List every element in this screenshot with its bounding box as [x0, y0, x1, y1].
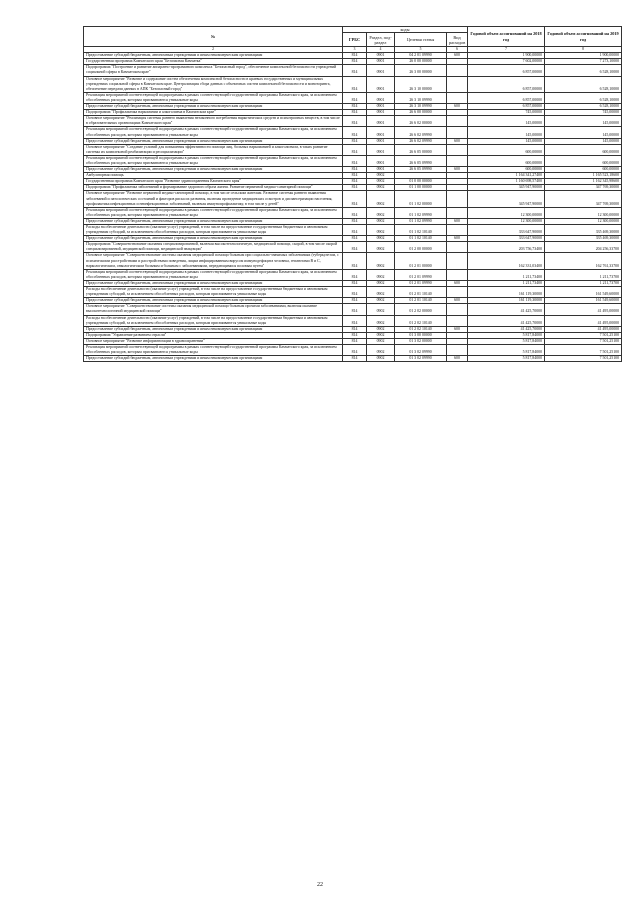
row-expense-type: [447, 315, 468, 326]
row-target: 26 3 00 00000: [395, 65, 447, 76]
row-amount-2019: 1 211,73700: [545, 280, 622, 286]
row-expense-type: [447, 207, 468, 218]
row-name: Подпрограмма "Управление развитием отрасли": [84, 332, 343, 338]
row-amount-2018: 345 947,90000: [468, 191, 545, 207]
row-section: 0902: [367, 280, 395, 286]
row-name: Основное мероприятие "Развитие и содержание систем обеспечения комплексной безопасности в краевых государственных и муниципальных учреждениях социальной сферы в Камчатском крае. Централизация сбора данных с объектовых систем комплексной безопасности и мониторинга, обеспечение передачи данных в АПК "Безопасный город": [84, 76, 343, 92]
row-amount-2019: 600,00000: [545, 144, 622, 155]
table-row: [84, 326, 622, 332]
row-name: Реализация мероприятий соответствующей подпрограммы в рамках соответствующей государственной программы Камчатского края, за исключением обособленных расходов, которым присваиваются уникальные коды: [84, 207, 343, 218]
row-target: 01 2 02 00000: [395, 304, 447, 315]
row-section: 0902: [367, 253, 395, 269]
row-grbs: 814: [343, 110, 367, 116]
row-name: Основное мероприятие "Развитие информатизации в здравоохранении": [84, 338, 343, 344]
row-expense-type: [447, 127, 468, 138]
row-expense-type: [447, 269, 468, 280]
row-amount-2019: 1 900,00000: [545, 53, 622, 59]
row-amount-2019: 41 495,00000: [545, 315, 622, 326]
row-grbs: 814: [343, 207, 367, 218]
row-section: 0901: [367, 138, 395, 144]
row-target: 01 2 02 10140: [395, 315, 447, 326]
row-amount-2019: 6 528,10000: [545, 76, 622, 92]
column-index: 3: [343, 47, 367, 53]
row-name: Предоставление субсидий бюджетным, автономным учреждениям и иным некоммерческим организациям: [84, 326, 343, 332]
row-section: 0902: [367, 298, 395, 304]
row-grbs: 814: [343, 315, 367, 326]
row-expense-type: [447, 76, 468, 92]
row-grbs: 814: [343, 144, 367, 155]
row-grbs: 814: [343, 76, 367, 92]
row-section: 0902: [367, 338, 395, 344]
row-target: 26 6 00 00000: [395, 110, 447, 116]
row-expense-type: [447, 116, 468, 127]
table-row: [84, 116, 622, 127]
row-section: 0901: [367, 104, 395, 110]
row-target: 01 3 02 00000: [395, 338, 447, 344]
table-row: [84, 356, 622, 362]
row-target: 01 2 01 10140: [395, 287, 447, 298]
row-section: 0902: [367, 218, 395, 224]
row-amount-2018: 1 211,73400: [468, 269, 545, 280]
table-row: [84, 287, 622, 298]
row-amount-2018: 6 857,00000: [468, 104, 545, 110]
row-target: 26 6 05 09990: [395, 155, 447, 166]
row-section: 0901: [367, 59, 395, 65]
row-expense-type: [447, 253, 468, 269]
row-target: 01 0 00 00000: [395, 179, 447, 185]
table-row: [84, 242, 622, 253]
row-section: 0902: [367, 179, 395, 185]
header-2018: Годовой объем ассигнований на 2018 год: [468, 27, 545, 47]
table-row: [84, 110, 622, 116]
row-expense-type: 600: [447, 326, 468, 332]
table-row: [84, 236, 622, 242]
row-section: 0902: [367, 207, 395, 218]
row-amount-2018: 745,00000: [468, 110, 545, 116]
table-row: [84, 253, 622, 269]
row-target: 01 2 02 10140: [395, 326, 447, 332]
row-amount-2018: 203 756,73400: [468, 242, 545, 253]
row-name: Реализация мероприятий соответствующей подпрограммы в рамках соответствующей государственной программы Камчатского края, за исключением обособленных расходов, которым присваиваются уникальные коды: [84, 269, 343, 280]
column-index: 8: [545, 47, 622, 53]
row-amount-2019: 145,00000: [545, 116, 622, 127]
row-grbs: 814: [343, 167, 367, 173]
row-expense-type: [447, 191, 468, 207]
row-section: 0902: [367, 332, 395, 338]
row-name: Подпрограмма "Профилактика наркомании и алкоголизма в Камчатском крае": [84, 110, 343, 116]
row-expense-type: [447, 144, 468, 155]
row-amount-2019: 7 501,25100: [545, 344, 622, 355]
row-amount-2019: 7 501,25100: [545, 338, 622, 344]
row-amount-2018: 161 119,30000: [468, 287, 545, 298]
row-expense-type: 600: [447, 167, 468, 173]
row-grbs: 814: [343, 304, 367, 315]
row-grbs: 814: [343, 173, 367, 179]
row-amount-2019: 347 769,30000: [545, 191, 622, 207]
table-row: [84, 185, 622, 191]
row-grbs: 814: [343, 287, 367, 298]
row-name: Государственная программа Камчатского края "Развитие здравоохранения Камчатского края": [84, 179, 343, 185]
row-name: Подпрограмма "Совершенствование оказания специализированной, включая высокотехнологичную, медицинской помощи, скорой, в том числе скорой специализированной, медицинской помощи, медицинской эвакуации": [84, 242, 343, 253]
row-amount-2019: 145,00000: [545, 138, 622, 144]
header-number: №: [84, 27, 343, 47]
row-amount-2019: 6 528,10000: [545, 65, 622, 76]
row-amount-2019: 7 501,25100: [545, 332, 622, 338]
row-grbs: 814: [343, 242, 367, 253]
row-expense-type: 600: [447, 104, 468, 110]
row-section: 0902: [367, 242, 395, 253]
row-section: 0902: [367, 344, 395, 355]
table-row: [84, 280, 622, 286]
row-amount-2019: 600,00000: [545, 155, 622, 166]
row-name: Расходы на обеспечение деятельности (оказание услуг) учреждений, в том числе на предоставление государственным бюджетным и автономным учреждениям субсидий, за исключением обособленных расходов, которым присваиваются уникальные коды: [84, 315, 343, 326]
column-index: 4: [367, 47, 395, 53]
table-row: [84, 167, 622, 173]
row-amount-2019: 162 761,33700: [545, 253, 622, 269]
row-grbs: 814: [343, 59, 367, 65]
row-target: 01 1 02 10140: [395, 225, 447, 236]
row-amount-2018: 5 817,84000: [468, 332, 545, 338]
row-amount-2019: 335 469,30000: [545, 236, 622, 242]
table-row: [84, 191, 622, 207]
row-target: 01 3 00 00000: [395, 332, 447, 338]
row-name: Основное мероприятие "Совершенствование системы оказания медицинской помощи больным при социально-значимых заболеваниях (туберкулезом, с психическими расстройствами и расстройствами поведения, лицам инфицированным вирусом иммунодефицита человека, гепатитами В и С, наркологическим, онкологическим больным и больным с заболеваниями, передающимися половым путем": [84, 253, 343, 269]
row-target: 01 1 00 00000: [395, 185, 447, 191]
row-grbs: 814: [343, 236, 367, 242]
row-amount-2019: 6 528,10000: [545, 104, 622, 110]
row-grbs: 814: [343, 104, 367, 110]
table-header: [84, 27, 622, 53]
row-name: Государственная программа Камчатского края "Безопасная Камчатка": [84, 59, 343, 65]
row-amount-2019: 204 256,33700: [545, 242, 622, 253]
budget-table: [83, 26, 622, 362]
row-section: 0902: [367, 356, 395, 362]
table-row: [84, 59, 622, 65]
row-amount-2018: 600,00000: [468, 155, 545, 166]
table-row: [84, 207, 622, 218]
row-target: 01 2 01 09990: [395, 280, 447, 286]
row-amount-2018: 345 947,90000: [468, 185, 545, 191]
row-amount-2019: 41 495,00000: [545, 326, 622, 332]
row-amount-2019: 1 165 523,18600: [545, 173, 622, 179]
table-row: [84, 76, 622, 92]
table-row: [84, 127, 622, 138]
row-section: 0902: [367, 287, 395, 298]
table-row: [84, 344, 622, 355]
row-grbs: 814: [343, 253, 367, 269]
row-amount-2018: 1 900,00000: [468, 53, 545, 59]
row-name: Предоставление субсидий бюджетным, автономным учреждениям и иным некоммерческим организациям: [84, 53, 343, 59]
row-grbs: 814: [343, 138, 367, 144]
row-amount-2018: 600,00000: [468, 167, 545, 173]
row-amount-2019: 7 501,25100: [545, 356, 622, 362]
row-amount-2019: 600,00000: [545, 167, 622, 173]
row-grbs: 814: [343, 92, 367, 103]
row-name: Расходы на обеспечение деятельности (оказание услуг) учреждений, в том числе на предоставление государственным бюджетным и автономным учреждениям субсидий, за исключением обособленных расходов, которым присваиваются уникальные коды: [84, 287, 343, 298]
row-amount-2018: 1 164 341,27400: [468, 173, 545, 179]
row-amount-2019: 1 211,73700: [545, 269, 622, 280]
column-index: 7: [468, 47, 545, 53]
row-name: Подпрограмма "Построение и развитие аппаратно-программного комплекса "Безопасный город", обеспечение комплексной безопасности учреждений социальной сферы в Камчатском крае": [84, 65, 343, 76]
row-section: 0902: [367, 236, 395, 242]
table-row: [84, 92, 622, 103]
row-section: 0901: [367, 65, 395, 76]
row-target: 01 2 01 00000: [395, 253, 447, 269]
column-index: 2: [84, 47, 343, 53]
row-target: 01 3 02 09990: [395, 356, 447, 362]
table-row: [84, 298, 622, 304]
row-section: 0901: [367, 127, 395, 138]
table-row: [84, 179, 622, 185]
row-expense-type: 600: [447, 218, 468, 224]
row-amount-2018: 161 119,30000: [468, 298, 545, 304]
row-expense-type: [447, 225, 468, 236]
table-row: [84, 65, 622, 76]
row-amount-2018: 1 211,73400: [468, 280, 545, 286]
row-amount-2018: 600,00000: [468, 144, 545, 155]
row-section: 0902: [367, 225, 395, 236]
row-target: 26 6 02 09990: [395, 138, 447, 144]
row-expense-type: [447, 65, 468, 76]
row-grbs: 814: [343, 225, 367, 236]
row-name: Предоставление субсидий бюджетным, автономным учреждениям и иным некоммерческим организациям: [84, 104, 343, 110]
row-target: 26 0 00 00000: [395, 59, 447, 65]
row-section: 0902: [367, 304, 395, 315]
row-section: 0901: [367, 155, 395, 166]
row-grbs: 814: [343, 269, 367, 280]
row-target: 01 1 02 10140: [395, 236, 447, 242]
row-target: 04 2 01 09990: [395, 53, 447, 59]
row-amount-2018: 145,00000: [468, 116, 545, 127]
row-expense-type: 600: [447, 298, 468, 304]
row-amount-2018: 5 817,84000: [468, 344, 545, 355]
row-grbs: 814: [343, 344, 367, 355]
table-row: [84, 269, 622, 280]
row-amount-2018: 145,00000: [468, 138, 545, 144]
header-2019: Годовой объем ассигнований на 2019 год: [545, 27, 622, 47]
row-amount-2019: 745,00000: [545, 110, 622, 116]
row-name: Предоставление субсидий бюджетным, автономным учреждениям и иным некоммерческим организациям: [84, 280, 343, 286]
row-target: 26 6 05 00000: [395, 144, 447, 155]
row-section: 0902: [367, 191, 395, 207]
row-target: 01 2 01 09990: [395, 269, 447, 280]
row-amount-2019: 6 528,10000: [545, 92, 622, 103]
row-amount-2019: 145,00000: [545, 127, 622, 138]
row-section: 0902: [367, 315, 395, 326]
table-row: [84, 338, 622, 344]
row-section: 0902: [367, 185, 395, 191]
row-amount-2019: 335 469,30000: [545, 225, 622, 236]
row-grbs: 814: [343, 218, 367, 224]
row-grbs: 814: [343, 356, 367, 362]
row-name: Основное мероприятие "Создание условий для повышения эффективности помощи лиц, больных наркоманией и алкоголизмом, в таких развитие системы их комплексной реабилитации и ресоциализации": [84, 144, 343, 155]
row-name: Основное мероприятие "Развитие первичной медико-санитарной помощи, в том числе сельским жителям. Развитие системы раннего выявления заболеваний и патологических состояний и факторов риска их развития, включая проведение медицинских осмотров и диспансеризации населения, профилактика инфекционных и неинфекционных заболеваний, включая иммунопрофилактику, в том числе у детей": [84, 191, 343, 207]
table-row: [84, 315, 622, 326]
row-section: 0902: [367, 173, 395, 179]
table-row: [84, 304, 622, 315]
row-section: 0901: [367, 110, 395, 116]
row-target: 01 2 01 10140: [395, 298, 447, 304]
table-row: [84, 218, 622, 224]
row-expense-type: 600: [447, 53, 468, 59]
row-amount-2018: 12 300,00000: [468, 207, 545, 218]
row-expense-type: 600: [447, 356, 468, 362]
row-amount-2019: 41 495,00000: [545, 304, 622, 315]
row-grbs: 814: [343, 185, 367, 191]
row-name: Реализация мероприятий соответствующей подпрограммы в рамках соответствующей государственной программы Камчатского края, за исключением обособленных расходов, которым присваиваются уникальные коды: [84, 344, 343, 355]
row-name: Реализация мероприятий соответствующей подпрограммы в рамках соответствующей государственной программы Камчатского края, за исключением обособленных расходов, которым присваиваются уникальные коды: [84, 127, 343, 138]
table-row: [84, 144, 622, 155]
row-amount-2018: 162 331,03400: [468, 253, 545, 269]
row-name: Реализация мероприятий соответствующей подпрограммы в рамках соответствующей государственной программы Камчатского края, за исключением обособленных расходов, которым присваиваются уникальные коды: [84, 92, 343, 103]
row-name: Подпрограмма "Профилактика заболеваний и формирование здорового образа жизни. Развитие первичной медико-санитарной помощи": [84, 185, 343, 191]
row-amount-2019: 12 300,00000: [545, 207, 622, 218]
row-grbs: 814: [343, 338, 367, 344]
page-number: 22: [317, 882, 323, 888]
row-target: 01 1 02 09990: [395, 218, 447, 224]
row-amount-2018: 41 425,70000: [468, 304, 545, 315]
row-section: 0901: [367, 144, 395, 155]
row-name: Предоставление субсидий бюджетным, автономным учреждениям и иным некоммерческим организациям: [84, 167, 343, 173]
header-codes: коды: [343, 27, 468, 33]
row-name: Амбулаторная помощь: [84, 173, 343, 179]
table-row: [84, 332, 622, 338]
header-expense-type: Вид расходов: [447, 33, 468, 47]
row-grbs: 814: [343, 191, 367, 207]
row-amount-2018: 6 857,00000: [468, 76, 545, 92]
row-target: 01 1 02 09990: [395, 207, 447, 218]
row-section: 0901: [367, 116, 395, 127]
row-amount-2018: 41 425,70000: [468, 315, 545, 326]
row-grbs: 814: [343, 298, 367, 304]
row-name: Предоставление субсидий бюджетным, автономным учреждениям и иным некоммерческим организациям: [84, 138, 343, 144]
row-name: Основное мероприятие "Реализация системы раннего выявления незаконного потребления наркотических средств и психотропных веществ, в том числе в образовательных организациях Камчатского края": [84, 116, 343, 127]
row-target: 26 6 05 09990: [395, 167, 447, 173]
row-amount-2018: 333 647,90000: [468, 236, 545, 242]
row-name: Предоставление субсидий бюджетным, автономным учреждениям и иным некоммерческим организациям: [84, 218, 343, 224]
row-section: 0902: [367, 326, 395, 332]
row-amount-2018: 1 160 698,57400: [468, 179, 545, 185]
row-section: 0901: [367, 53, 395, 59]
row-name: Расходы на обеспечение деятельности (оказание услуг) учреждений, в том числе на предоставление государственным бюджетным и автономным учреждениям субсидий, за исключением обособленных расходов, которым присваиваются уникальные коды: [84, 225, 343, 236]
row-amount-2019: 347 769,30000: [545, 185, 622, 191]
row-target: 01 3 02 09990: [395, 344, 447, 355]
row-name: Предоставление субсидий бюджетным, автономным учреждениям и иным некоммерческим организациям: [84, 298, 343, 304]
row-amount-2018: 5 817,84000: [468, 356, 545, 362]
row-section: 0901: [367, 167, 395, 173]
row-expense-type: 600: [447, 280, 468, 286]
row-grbs: 814: [343, 326, 367, 332]
table-row: [84, 138, 622, 144]
row-name: Основное мероприятие "Совершенствование системы оказания медицинской помощи больным прочими заболеваниями, включая оказание высокотехнологичной медицинской помощи": [84, 304, 343, 315]
row-amount-2018: 41 425,70000: [468, 326, 545, 332]
row-grbs: 814: [343, 116, 367, 127]
column-index: 5: [395, 47, 447, 53]
row-grbs: 814: [343, 280, 367, 286]
row-amount-2018: 333 647,90000: [468, 225, 545, 236]
row-target: 26 3 10 09990: [395, 92, 447, 103]
row-amount-2019: 7 273,10000: [545, 59, 622, 65]
row-amount-2018: 5 817,84000: [468, 338, 545, 344]
row-target: 26 3 10 09990: [395, 104, 447, 110]
row-amount-2018: 6 857,00000: [468, 65, 545, 76]
row-expense-type: 600: [447, 138, 468, 144]
column-index: 6: [447, 47, 468, 53]
row-grbs: 814: [343, 155, 367, 166]
row-expense-type: [447, 304, 468, 315]
row-grbs: 814: [343, 127, 367, 138]
row-expense-type: [447, 242, 468, 253]
row-amount-2019: 12 300,00000: [545, 218, 622, 224]
row-amount-2018: 7 602,00000: [468, 59, 545, 65]
row-name: Предоставление субсидий бюджетным, автономным учреждениям и иным некоммерческим организациям: [84, 356, 343, 362]
row-grbs: 814: [343, 179, 367, 185]
header-grbs: ГРБС: [343, 33, 367, 47]
row-target: 26 3 10 00000: [395, 76, 447, 92]
row-target: 01 2 00 00000: [395, 242, 447, 253]
row-target: 26 6 02 00000: [395, 116, 447, 127]
row-target: 01 1 02 00000: [395, 191, 447, 207]
row-target: 26 6 02 09990: [395, 127, 447, 138]
row-grbs: 814: [343, 65, 367, 76]
row-section: 0902: [367, 269, 395, 280]
row-section: 0901: [367, 92, 395, 103]
header-section: Раздел, под-раздел: [367, 33, 395, 47]
row-amount-2018: 6 857,00000: [468, 92, 545, 103]
table-row: [84, 53, 622, 59]
row-expense-type: [447, 92, 468, 103]
row-expense-type: [447, 344, 468, 355]
table-body: [84, 53, 622, 362]
row-amount-2018: 145,00000: [468, 127, 545, 138]
row-name: Предоставление субсидий бюджетным, автономным учреждениям и иным некоммерческим организациям: [84, 236, 343, 242]
table-row: [84, 155, 622, 166]
row-grbs: 814: [343, 332, 367, 338]
row-expense-type: [447, 287, 468, 298]
header-target: Целевая статья: [395, 33, 447, 47]
table-row: [84, 104, 622, 110]
table-row: [84, 225, 622, 236]
row-section: 0901: [367, 76, 395, 92]
row-amount-2018: 12 300,00000: [468, 218, 545, 224]
row-expense-type: 600: [447, 236, 468, 242]
row-grbs: 814: [343, 53, 367, 59]
row-amount-2019: 1 162 345,98600: [545, 179, 622, 185]
row-name: Реализация мероприятий соответствующей подпрограммы в рамках соответствующей государственной программы Камчатского края, за исключением обособленных расходов, которым присваиваются уникальные коды: [84, 155, 343, 166]
row-amount-2019: 161 549,60000: [545, 287, 622, 298]
row-amount-2019: 161 549,60000: [545, 298, 622, 304]
row-expense-type: [447, 155, 468, 166]
